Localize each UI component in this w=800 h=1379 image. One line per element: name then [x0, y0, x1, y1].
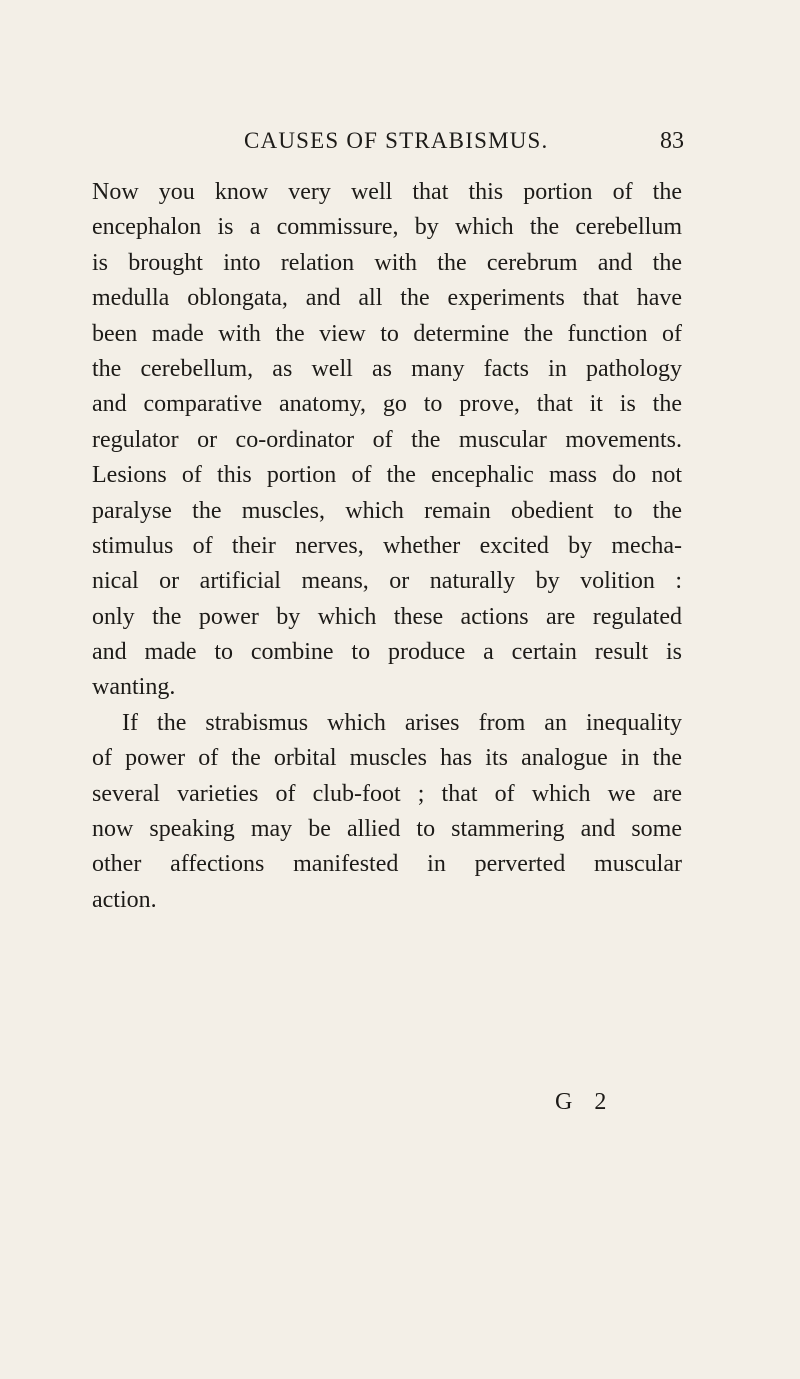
- text-line: now speaking may be allied to stammering and some: [92, 816, 682, 843]
- text-line: regulator or co-ordinator of the muscular movements.: [92, 426, 682, 453]
- running-title: CAUSES OF STRABISMUS.: [244, 128, 549, 153]
- text-line: is brought into relation with the cerebrum and the: [92, 249, 682, 276]
- paragraph-2: [92, 706, 682, 918]
- text-line: several varieties of club-foot ; that of which we are: [92, 780, 682, 807]
- text-line: medulla oblongata, and all the experiments that have: [92, 285, 682, 312]
- text-line: the cerebellum, as well as many facts in pathology: [92, 355, 682, 382]
- text-line: nical or artificial means, or naturally by volition :: [92, 568, 682, 595]
- text-line: If the strabismus which arises from an inequality: [122, 709, 682, 736]
- text-line: other affections manifested in perverted muscular: [92, 851, 682, 878]
- paragraph-1: [92, 175, 682, 706]
- text-line: been made with the view to determine the function of: [92, 320, 682, 347]
- text-line: Lesions of this portion of the encephalic mass do not: [92, 462, 682, 489]
- text-line: and made to combine to produce a certain result is: [92, 639, 682, 666]
- text-line: and comparative anatomy, go to prove, that it is the: [92, 391, 682, 418]
- text-line: action.: [92, 886, 157, 913]
- body-text: [92, 175, 682, 918]
- page-number: 83: [660, 128, 684, 154]
- text-line: only the power by which these actions are regulated: [92, 603, 682, 630]
- text-line: paralyse the muscles, which remain obedient to the: [92, 497, 682, 524]
- text-line: of power of the orbital muscles has its analogue in the: [92, 745, 682, 772]
- text-line: encephalon is a commissure, by which the cerebellum: [92, 214, 682, 241]
- text-line: wanting.: [92, 674, 176, 701]
- running-head: [244, 124, 684, 158]
- text-line: Now you know very well that this portion of the: [92, 179, 682, 205]
- signature-mark: G 2: [555, 1089, 615, 1115]
- text-line: stimulus of their nerves, whether excited by mecha-: [92, 532, 682, 559]
